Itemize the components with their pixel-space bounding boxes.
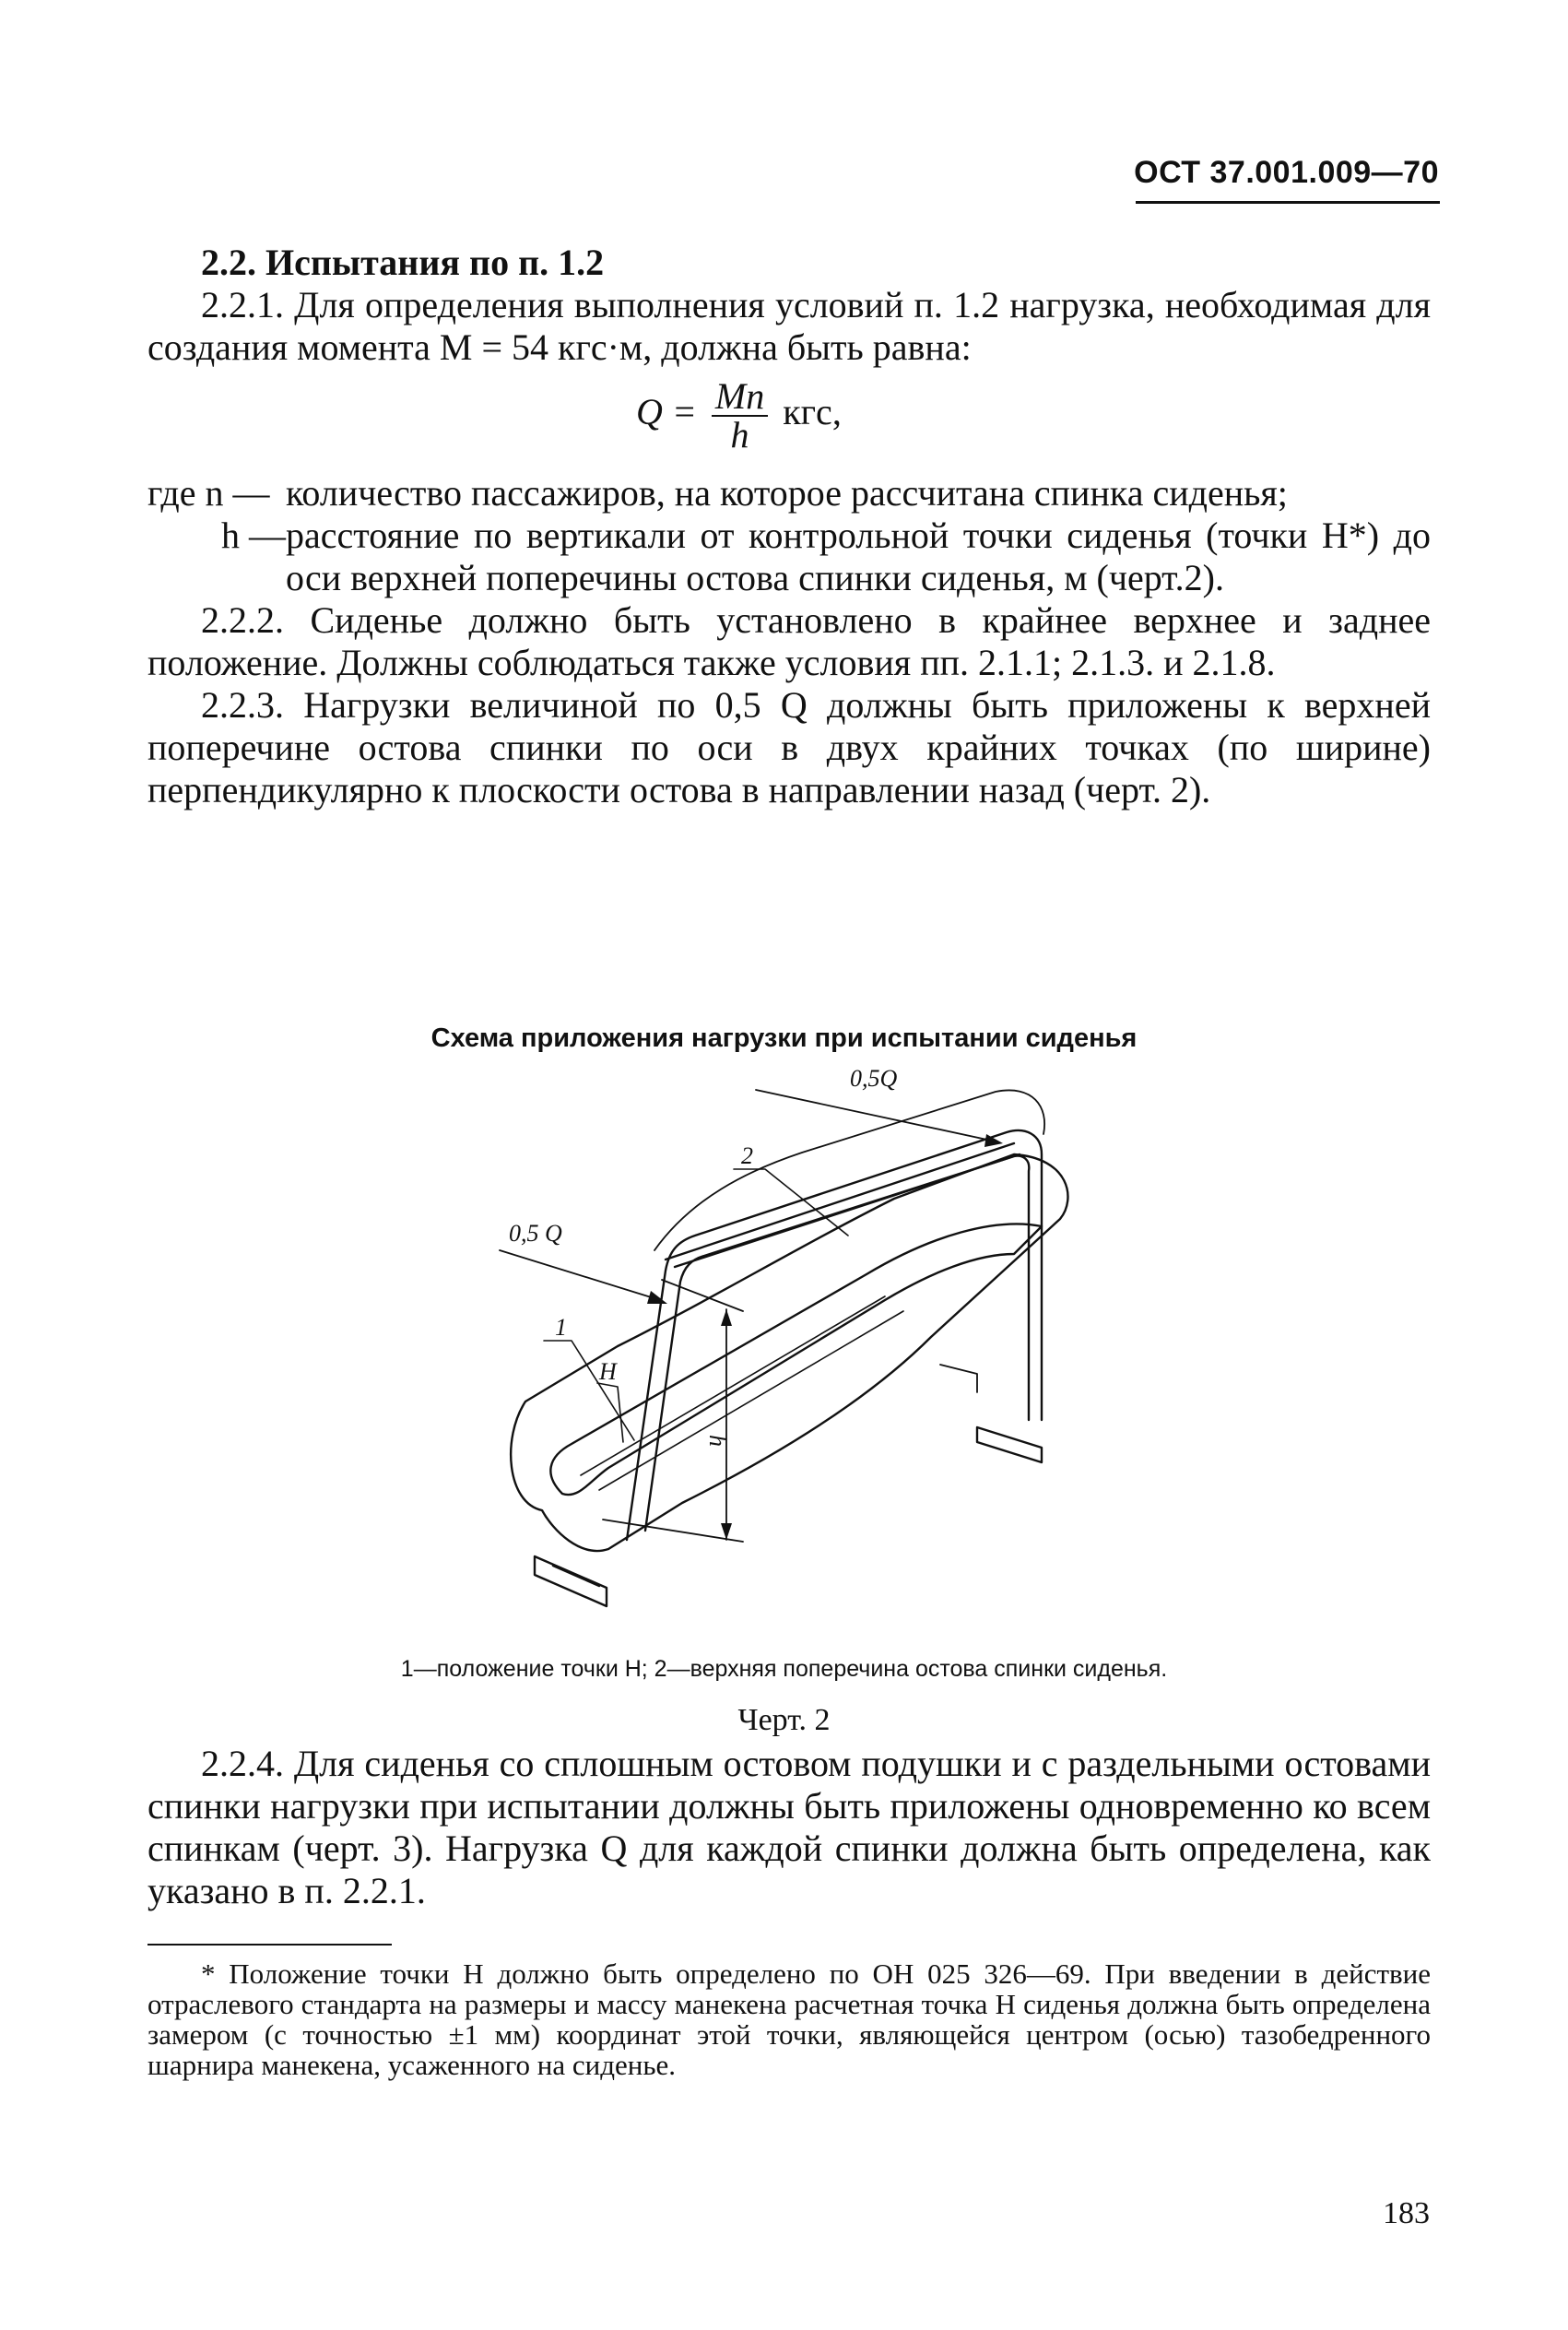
label-load-top: 0,5Q <box>850 1070 898 1092</box>
foot-left <box>535 1556 607 1606</box>
paragraph-2-2-1: 2.2.1. Для определения выполнения условий п. 1.2 нагрузка, необходимая для создания момента М = 54 кгс·м, должна быть равна: <box>147 284 1431 368</box>
backrest-frame <box>627 1130 1042 1540</box>
load-arrow-left-head <box>647 1291 667 1304</box>
section-title: 2.2. Испытания по п. 1.2 <box>201 242 605 283</box>
right-bracket <box>940 1365 977 1392</box>
definition-n-lead: где n — <box>147 472 270 514</box>
definition-h-text: расстояние по вертикали от контрольной точки сиденья (точки Н*) до оси верхней поперечины остова спинки сиденья, м (черт.2). <box>286 514 1431 598</box>
definition-n <box>147 472 1431 514</box>
foot-right <box>977 1427 1042 1462</box>
load-arrow-top-line <box>756 1090 996 1141</box>
formula-unit: кгс, <box>783 391 842 433</box>
figure-number: Черт. 2 <box>737 1703 831 1737</box>
footnote: * Положение точки Н должно быть определено по ОН 025 326—69. При введении в действие отраслевого стандарта на размеры и массу манекена расчетная точка Н сиденья должна быть определена замером (с точностью ±1 мм) координат этой точки, являющейся центром (осью) тазобедренного шарнира манекена, усаженного на сиденье. <box>147 1957 1431 2081</box>
load-arrow-left-line <box>500 1250 660 1300</box>
cushion-edge-lines <box>581 1296 903 1490</box>
top-crossbar <box>666 1143 1020 1267</box>
formula-numerator: Mn <box>714 375 765 417</box>
formula-denominator: h <box>712 415 768 454</box>
figure-title: Схема приложения нагрузки при испытании сиденья <box>430 1023 1138 1053</box>
leader-h <box>597 1383 623 1442</box>
seat-diagram <box>498 1070 1088 1641</box>
definition-h-lead: h — <box>221 514 286 556</box>
label-item-2: 2 <box>741 1142 753 1169</box>
paragraph-2-2-2: 2.2.2. Сиденье должно быть установлено в крайнее верхнее и заднее положение. Должны соблюдаться также условия пп. 2.1.1; 2.1.3. и 2.1.8. <box>147 599 1431 683</box>
leader-item-1 <box>544 1341 634 1440</box>
leader-item-2 <box>734 1169 848 1236</box>
label-load-left: 0,5 Q <box>509 1220 562 1247</box>
formula <box>147 369 1431 472</box>
definitions <box>147 472 1431 599</box>
paragraph-2-2-4: 2.2.4. Для сиденья со сплошным остовом подушки и с раздельными остовами спинки нагрузки при испытании должны быть приложены одновременно ко всем спинкам (черт. 3). Нагрузка Q для каждой спинки должна быть определена, как указано в п. 2.2.1. <box>147 1743 1431 1911</box>
formula-lhs: Q = <box>636 391 697 433</box>
label-dimension-h: h <box>704 1435 731 1447</box>
document-number: ОСТ 37.001.009—70 <box>1134 155 1439 190</box>
formula-fraction <box>712 375 768 455</box>
page-number: 183 <box>1383 2196 1430 2230</box>
text-block-lower <box>147 1743 1431 1912</box>
figure-caption: 1—положение точки Н; 2—верхняя поперечина остова спинки сиденья. <box>400 1656 1168 1682</box>
dimension-h-line <box>603 1280 743 1542</box>
paragraph-2-2-3: 2.2.3. Нагрузки величиной по 0,5 Q должны быть приложены к верхней поперечине остова спинки по оси в двух крайних точках (по ширине) перпендикулярно к плоскости остова в направлении назад (черт. 2). <box>147 684 1431 810</box>
definition-n-text: количество пассажиров, на которое рассчитана спинка сиденья; <box>286 472 1288 514</box>
header-rule <box>1136 201 1440 204</box>
text-block-upper <box>147 242 1431 811</box>
footnote-rule <box>147 1944 392 1946</box>
label-point-h: H <box>599 1358 617 1385</box>
label-item-1: 1 <box>555 1314 567 1341</box>
definition-h <box>147 514 1431 599</box>
backrest-frame-inner <box>645 1156 1029 1531</box>
cushion-inner <box>550 1224 1042 1495</box>
